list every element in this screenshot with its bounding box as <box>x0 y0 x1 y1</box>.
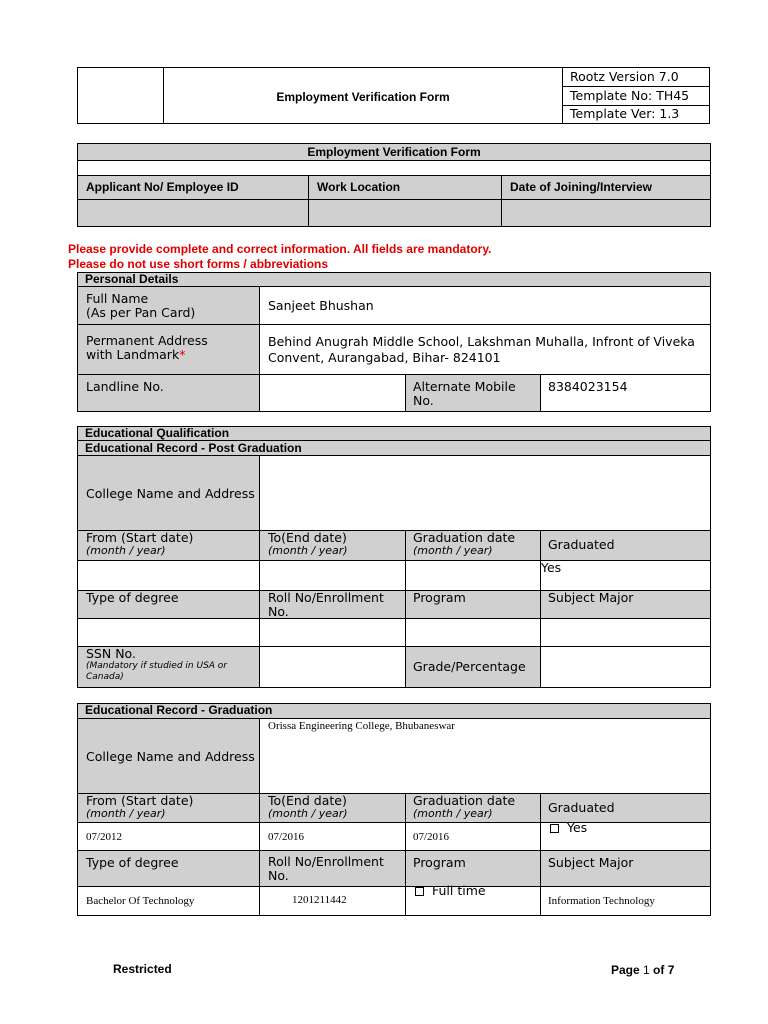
grad-roll-value: 1201211442 <box>292 894 347 906</box>
page-current: 1 <box>643 963 650 977</box>
landline-field[interactable] <box>259 374 406 412</box>
grad-grad-date-field[interactable] <box>405 822 541 851</box>
landline-label-cell <box>77 374 260 412</box>
applicant-id-field[interactable] <box>77 199 309 227</box>
version-line-2: Template No: TH45 <box>570 88 690 103</box>
version-line-2-cell <box>562 86 710 106</box>
pg-grad-date-label-cell <box>405 530 541 561</box>
grad-from-field[interactable] <box>77 822 260 851</box>
pg-grad-date-hint: (month / year) <box>413 544 493 557</box>
grad-roll-sublabel: No. <box>268 868 289 883</box>
grad-degree-field[interactable] <box>77 886 260 916</box>
pg-subject-label: Subject Major <box>548 590 634 605</box>
grad-degree-label-cell <box>77 850 260 887</box>
full-name-label: Full Name <box>86 291 149 306</box>
notice-line-2: Please do not use short forms / abbreviations <box>68 257 329 271</box>
grad-graduated-label-cell <box>540 793 711 823</box>
pg-ssn-label: SSN No. <box>86 646 136 661</box>
full-name-sublabel: (As per Pan Card) <box>86 305 196 320</box>
pg-program-label: Program <box>413 590 466 605</box>
grad-subject-value: Information Technology <box>548 895 655 907</box>
grad-subject-label-cell <box>540 850 711 887</box>
grad-roll-label-cell <box>259 850 406 887</box>
landline-label: Landline No. <box>86 379 164 394</box>
pg-ssn-note-2: Canada) <box>86 672 124 682</box>
pg-degree-label-cell <box>77 590 260 619</box>
grad-roll-label: Roll No/Enrollment <box>268 854 384 869</box>
grad-roll-field[interactable] <box>259 886 406 916</box>
version-line-3: Template Ver: 1.3 <box>570 106 680 121</box>
pg-ssn-field[interactable] <box>259 646 406 688</box>
grad-grad-date-label: Graduation date <box>413 793 516 808</box>
pg-to-hint: (month / year) <box>268 544 348 557</box>
grad-to-field[interactable] <box>259 822 406 851</box>
address-field[interactable] <box>259 324 711 375</box>
grad-grad-date-value: 07/2016 <box>413 831 450 843</box>
grad-from-label-cell <box>77 793 260 823</box>
footer-classification: Restricted <box>113 962 172 976</box>
grad-to-label: To(End date) <box>268 793 347 808</box>
pg-graduated-field[interactable] <box>540 560 711 591</box>
pg-title-bar <box>77 440 711 456</box>
summary-title: Employment Verification Form <box>307 145 481 159</box>
pg-roll-sublabel: No. <box>268 604 289 619</box>
fulltime-option-label: Full time <box>432 883 486 898</box>
grad-program-label: Program <box>413 855 466 870</box>
yes-checkbox[interactable] <box>550 824 559 833</box>
pg-subject-field[interactable] <box>540 618 711 647</box>
alt-mobile-field[interactable] <box>540 374 711 412</box>
work-location-field[interactable] <box>308 199 502 227</box>
pg-ssn-label-cell <box>77 646 260 688</box>
header-logo-cell <box>77 67 164 124</box>
pg-roll-label-cell <box>259 590 406 619</box>
fulltime-checkbox[interactable] <box>415 887 424 896</box>
grad-degree-label: Type of degree <box>86 855 179 870</box>
pg-graduated-label-cell <box>540 530 711 561</box>
grad-degree-value: Bachelor Of Technology <box>86 895 195 907</box>
pg-college-label-cell <box>77 455 260 531</box>
grad-grad-date-label-cell <box>405 793 541 823</box>
grad-graduated-yes-option[interactable] <box>550 821 587 835</box>
grad-to-label-cell <box>259 793 406 823</box>
summary-col-applicant <box>77 175 309 200</box>
summary-title-bar <box>77 143 711 161</box>
pg-program-field[interactable] <box>405 618 541 647</box>
grad-graduated-field <box>540 822 711 851</box>
grad-college-label: College Name and Address <box>86 749 255 764</box>
summary-col-location <box>308 175 502 200</box>
pg-ssn-note: (Mandatory if studied in USA or <box>86 661 228 671</box>
pg-grade-label: Grade/Percentage <box>413 659 526 674</box>
grad-to-value: 07/2016 <box>268 831 305 843</box>
yes-option-label: Yes <box>567 820 588 835</box>
personal-section-bar <box>77 272 711 287</box>
pg-to-label: To(End date) <box>268 530 347 545</box>
address-label: Permanent Address <box>86 333 208 348</box>
summary-col-applicant-label: Applicant No/ Employee ID <box>86 180 239 194</box>
address-label-cell <box>77 324 260 375</box>
pg-college-label: College Name and Address <box>86 486 255 501</box>
header-title-cell <box>163 67 563 124</box>
pg-to-field[interactable] <box>259 560 406 591</box>
full-name-label-cell <box>77 286 260 325</box>
grad-program-fulltime-option[interactable] <box>415 884 486 898</box>
grad-college-label-cell <box>77 718 260 794</box>
personal-section-title: Personal Details <box>85 272 179 286</box>
alt-mobile-value: 8384023154 <box>548 379 628 394</box>
pg-graduated-value: Yes <box>541 560 562 575</box>
grad-college-value: Orissa Engineering College, Bhubaneswar <box>268 720 455 732</box>
grad-program-field <box>405 883 541 916</box>
pg-from-hint: (month / year) <box>86 544 166 557</box>
summary-col-location-label: Work Location <box>317 180 401 194</box>
pg-subject-label-cell <box>540 590 711 619</box>
address-line-1: Behind Anugrah Middle School, Lakshman Muhalla, Infront of Viveka <box>268 334 695 349</box>
pg-grade-field[interactable] <box>540 646 711 688</box>
pg-graduated-label: Graduated <box>548 537 615 552</box>
pg-from-label: From (Start date) <box>86 530 194 545</box>
pg-degree-label: Type of degree <box>86 590 179 605</box>
pg-grade-label-cell <box>405 646 541 688</box>
required-asterisk: * <box>179 347 186 362</box>
doj-field[interactable] <box>501 199 711 227</box>
footer-page-number <box>611 963 674 977</box>
pg-degree-field[interactable] <box>77 618 260 647</box>
grad-program-label-cell <box>405 850 541 887</box>
page-total: 7 <box>667 963 675 977</box>
address-line-2: Convent, Aurangabad, Bihar- 824101 <box>268 350 501 365</box>
pg-grad-date-label: Graduation date <box>413 530 516 545</box>
pg-from-label-cell <box>77 530 260 561</box>
grad-from-label: From (Start date) <box>86 793 194 808</box>
version-line-1: Rootz Version 7.0 <box>570 69 679 84</box>
address-sublabel: with Landmark <box>86 347 180 362</box>
page-mid: of <box>649 963 668 977</box>
page-prefix: Page <box>611 963 644 977</box>
summary-spacer-row <box>77 160 711 176</box>
education-section-bar <box>77 426 711 441</box>
grad-to-hint: (month / year) <box>268 807 348 820</box>
grad-college-field[interactable] <box>259 718 711 794</box>
summary-col-doj <box>501 175 711 200</box>
alt-mobile-label: Alternate Mobile <box>413 379 516 394</box>
alt-mobile-label-cell <box>405 374 541 412</box>
grad-title-bar <box>77 703 711 719</box>
grad-graduated-label: Graduated <box>548 800 615 815</box>
full-name-value: Sanjeet Bhushan <box>268 298 374 313</box>
header-form-title: Employment Verification Form <box>276 90 450 104</box>
version-line-3-cell <box>562 105 710 124</box>
grad-from-hint: (month / year) <box>86 807 166 820</box>
grad-grad-date-hint: (month / year) <box>413 807 493 820</box>
grad-subject-label: Subject Major <box>548 855 634 870</box>
grad-from-value: 07/2012 <box>86 831 123 843</box>
pg-to-label-cell <box>259 530 406 561</box>
pg-program-label-cell <box>405 590 541 619</box>
education-section-title: Educational Qualification <box>85 426 230 440</box>
version-line-1-cell <box>562 67 710 87</box>
pg-roll-field[interactable] <box>259 618 406 647</box>
alt-mobile-sublabel: No. <box>413 393 434 408</box>
pg-college-field[interactable] <box>259 455 711 531</box>
pg-roll-label: Roll No/Enrollment <box>268 590 384 605</box>
pg-grad-date-field[interactable] <box>405 560 541 591</box>
notice-line-1: Please provide complete and correct information. All fields are mandatory. <box>68 242 492 256</box>
pg-from-field[interactable] <box>77 560 260 591</box>
full-name-field[interactable] <box>259 286 711 325</box>
grad-subject-field[interactable] <box>540 886 711 916</box>
grad-title: Educational Record - Graduation <box>85 703 273 717</box>
summary-col-doj-label: Date of Joining/Interview <box>510 180 653 194</box>
pg-title: Educational Record - Post Graduation <box>85 441 302 455</box>
